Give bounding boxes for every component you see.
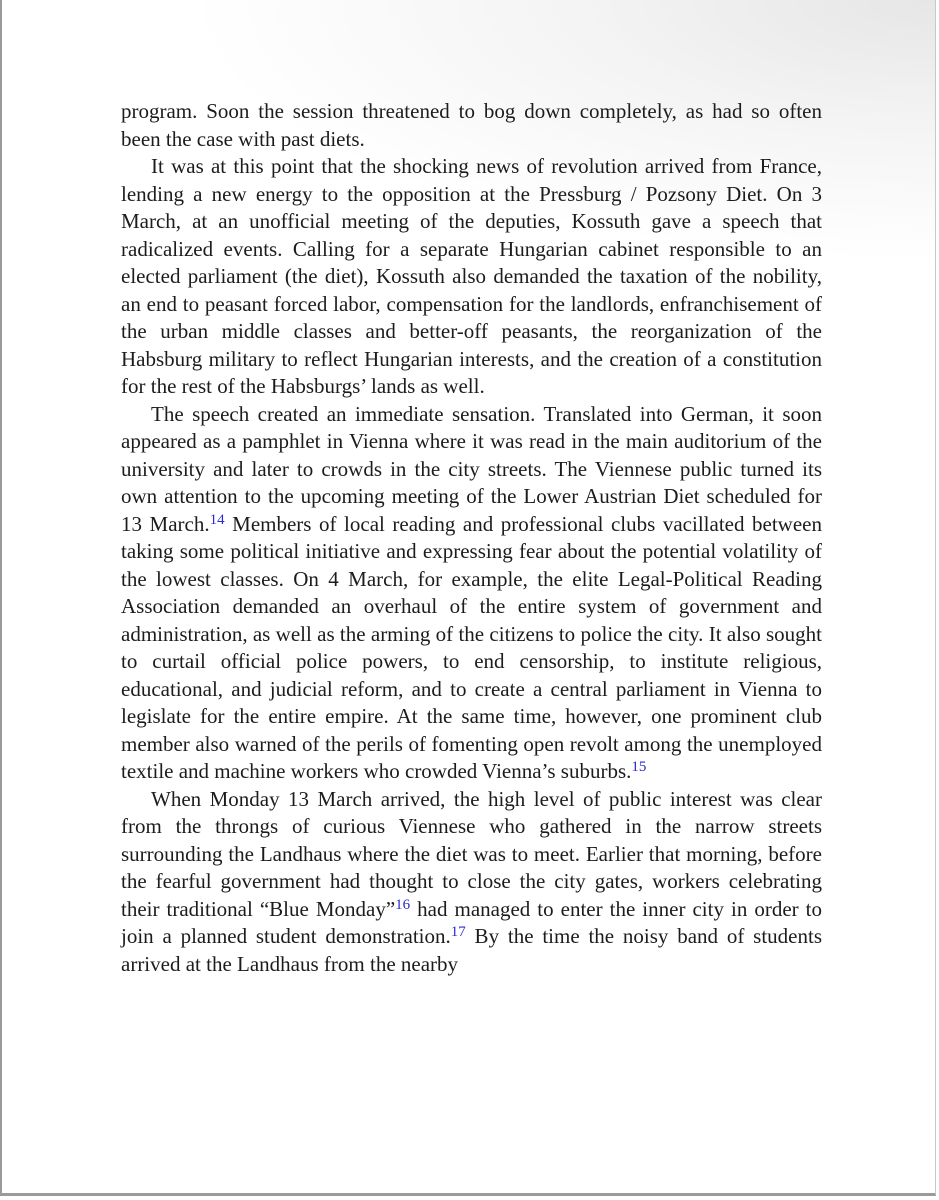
- paragraph-text: When Monday 13 March arrived, the high level of public interest was clear from the throngs of curious Viennese who gathered in the narrow streets surrounding the Landhaus where the diet was to meet. Earlier that morning, before the fearful government had thought to close the city gates, workers celebrating their traditional “Blue Monday”: [121, 786, 822, 921]
- paragraph-text: had managed to enter the inner city in order to join a planned student demonstration.: [121, 896, 822, 948]
- footnote-link-15[interactable]: 15: [631, 759, 647, 775]
- paragraph-text: The speech created an immediate sensation. Translated into German, it soon appeared as a pamphlet in Vienna where it was read in the main auditorium of the university and later to crowds in the city streets. The Viennese public turned its own attention to the upcoming meeting of the Lower Austrian Diet scheduled for 13 March.: [121, 401, 822, 536]
- footnote-link-14[interactable]: 14: [209, 511, 225, 528]
- paragraph-2: [121, 153, 822, 401]
- footnote-link-16[interactable]: 16: [395, 896, 411, 913]
- paragraph-text: By the time the noisy band of students arrived at the Landhaus from the nearby: [121, 924, 822, 976]
- paragraph-3: [121, 401, 822, 786]
- paragraph-4: [121, 786, 822, 979]
- paragraph-text: It was at this point that the shocking news of revolution arrived from France, lending a new energy to the opposition at the Pressburg / Pozsony Diet. On 3 March, at an unofficial meeting of the deputies, Kossuth gave a speech that radicalized events. Calling for a separate Hungarian cabinet responsible to an elected parliament (the diet), Kossuth also demanded the taxation of the nobility, an end to peasant forced labor, compensation for the landlords, enfranchisement of the urban middle classes and better-off peasants, the reorganization of the Habsburg military to reflect Hungarian interests, and the creation of a constitution for the rest of the Habsburgs’ lands as well.: [121, 154, 822, 398]
- paragraph-1: [121, 98, 822, 153]
- paragraph-text: Members of local reading and professional clubs vacillated between taking some political initiative and expressing fear about the potential volatility of the lowest classes. On 4 March, for example, the elite Legal-Political Reading Association demanded an overhaul of the entire system of government and administration, as well as the arming of the citizens to police the city. It also sought to curtail official police powers, to end censorship, to institute religious, educational, and judicial reform, and to create a central parliament in Vienna to legislate for the entire empire. At the same time, however, one prominent club member also warned of the perils of fomenting open revolt among the unemployed textile and machine workers who crowded Vienna’s suburbs.: [121, 511, 822, 783]
- footnote-link-17[interactable]: 17: [450, 924, 466, 940]
- body-text: [121, 98, 822, 978]
- paragraph-text: program. Soon the session threatened to bog down completely, as had so often been the case with past diets.: [121, 99, 822, 151]
